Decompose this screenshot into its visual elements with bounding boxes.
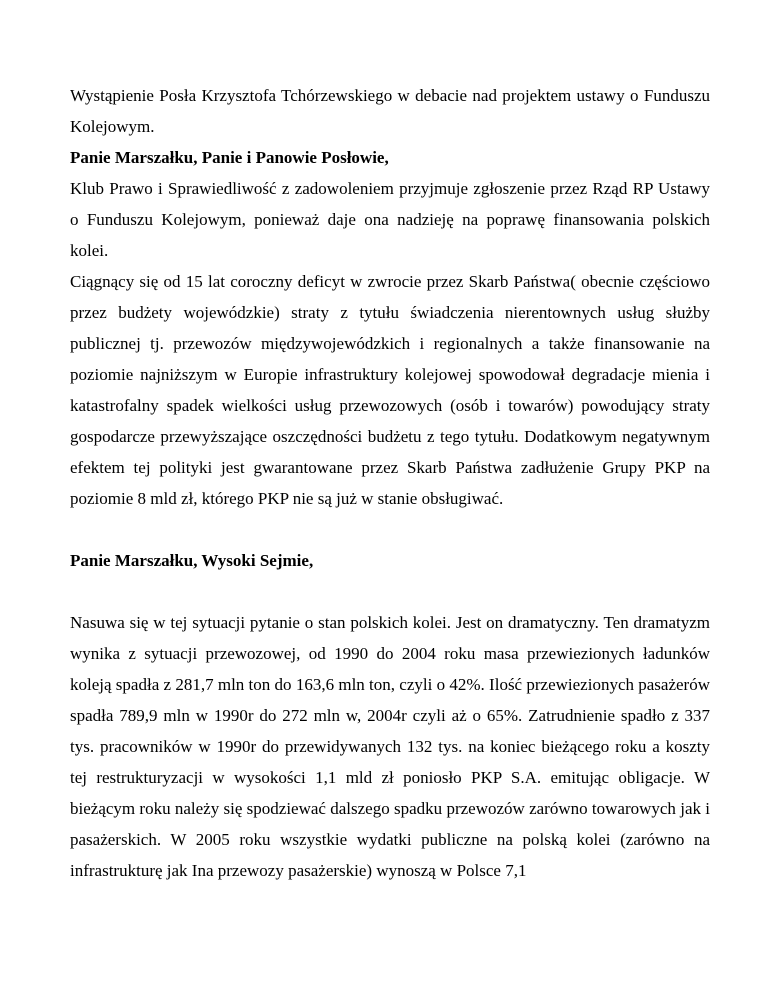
greeting-heading: Panie Marszałku, Wysoki Sejmie, xyxy=(70,551,314,570)
intro-paragraph: Wystąpienie Posła Krzysztofa Tchórzewskiego w debacie nad projektem ustawy o Funduszu Kolejowym. xyxy=(70,86,710,136)
body-paragraph: Klub Prawo i Sprawiedliwość z zadowoleniem przyjmuje zgłoszenie przez Rząd RP Ustawy o Funduszu Kolejowym, ponieważ daje ona nadzieję na poprawę finansowania polskich kolei. xyxy=(70,179,710,260)
body-paragraph: Ciągnący się od 15 lat coroczny deficyt w zwrocie przez Skarb Państwa( obecnie częściowo przez budżety wojewódzkie) straty z tytułu świadczenia nierentownych usług służby publicznej tj. przewozów międzywojewódzkich i regionalnych a także finansowanie na poziomie najniższym w Europie infrastruktury kolejowej spowodował degradacje mienia i katastrofalny spadek wielkości usług przewozowych (osób i towarów) powodujący straty gospodarcze przewyższające oszczędności budżetu z tego tytułu. Dodatkowym negatywnym efektem tej polityki jest gwarantowane przez Skarb Państwa zadłużenie Grupy PKP na poziomie 8 mld zł, którego PKP nie są już w stanie obsługiwać. xyxy=(70,272,710,508)
body-paragraph: Nasuwa się w tej sytuacji pytanie o stan polskich kolei. Jest on dramatyczny. Ten dramatyzm wynika z sytuacji przewozowej, od 1990 do 2004 roku masa przewiezionych ładunków koleją spadła z 281,7 mln ton do 163,6 mln ton, czyli o 42%. Ilość przewiezionych pasażerów spadła 789,9 mln w 1990r do 272 mln w, 2004r czyli aż o 65%. Zatrudnienie spadło z 337 tys. pracowników w 1990r do przewidywanych 132 tys. na koniec bieżącego roku a koszty tej restrukturyzacji w wysokości 1,1 mld zł poniosło PKP S.A. emitując obligacje. W bieżącym roku należy się spodziewać dalszego spadku przewozów zarówno towarowych jak i pasażerskich. W 2005 roku wszystkie wydatki publiczne na polską kolei (zarówno na infrastrukturę jak Ina przewozy pasażerskie) wynoszą w Polsce 7,1 xyxy=(70,613,710,880)
document-page xyxy=(70,80,710,886)
paragraph-spacer xyxy=(70,514,710,545)
greeting-heading: Panie Marszałku, Panie i Panowie Posłowie, xyxy=(70,148,389,167)
paragraph-spacer xyxy=(70,576,710,607)
